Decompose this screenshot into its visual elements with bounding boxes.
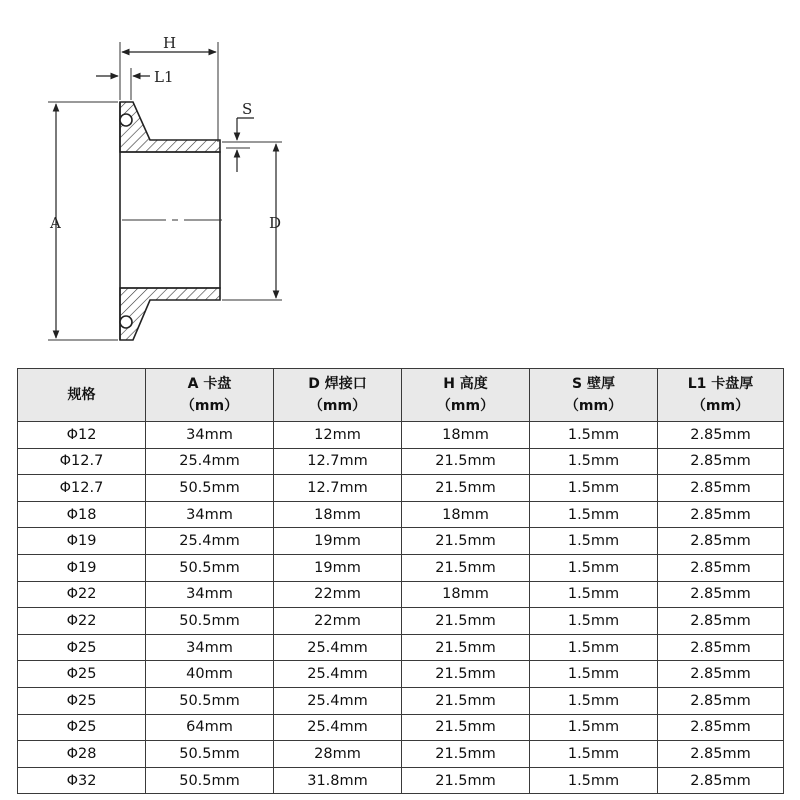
cell-s-wall: 1.5mm [530, 501, 658, 528]
cell-d-weld: 28mm [274, 741, 402, 768]
cell-d-weld: 25.4mm [274, 661, 402, 688]
cell-h-height: 21.5mm [402, 528, 530, 555]
header-spec [18, 369, 146, 422]
cell-l1-thickness: 2.85mm [658, 687, 784, 714]
cell-h-height: 21.5mm [402, 634, 530, 661]
table-row [18, 475, 784, 502]
label-a: A [50, 214, 61, 232]
cell-a-clamp: 34mm [146, 634, 274, 661]
cell-h-height: 18mm [402, 422, 530, 449]
cell-d-weld: 22mm [274, 608, 402, 635]
cell-l1-thickness: 2.85mm [658, 741, 784, 768]
table-row [18, 501, 784, 528]
cell-l1-thickness: 2.85mm [658, 581, 784, 608]
cell-l1-thickness: 2.85mm [658, 501, 784, 528]
cell-d-weld: 12.7mm [274, 475, 402, 502]
cell-s-wall: 1.5mm [530, 581, 658, 608]
header-line2: （mm） [691, 398, 750, 414]
cell-s-wall: 1.5mm [530, 661, 658, 688]
header-h [402, 369, 530, 422]
cell-spec: Φ19 [18, 528, 146, 555]
cell-spec: Φ25 [18, 714, 146, 741]
cell-s-wall: 1.5mm [530, 528, 658, 555]
table-row [18, 714, 784, 741]
header-a [146, 369, 274, 422]
ferrule-body [120, 102, 220, 340]
table-row [18, 687, 784, 714]
cell-spec: Φ25 [18, 687, 146, 714]
cell-d-weld: 19mm [274, 554, 402, 581]
cell-a-clamp: 34mm [146, 501, 274, 528]
table-row [18, 634, 784, 661]
cell-d-weld: 19mm [274, 528, 402, 555]
cell-spec: Φ22 [18, 608, 146, 635]
table-row [18, 608, 784, 635]
cell-l1-thickness: 2.85mm [658, 554, 784, 581]
cell-h-height: 21.5mm [402, 661, 530, 688]
cell-a-clamp: 64mm [146, 714, 274, 741]
label-s: S [242, 100, 253, 118]
cell-s-wall: 1.5mm [530, 767, 658, 794]
header-line2: （mm） [180, 398, 239, 414]
cell-h-height: 21.5mm [402, 448, 530, 475]
cell-l1-thickness: 2.85mm [658, 448, 784, 475]
cell-l1-thickness: 2.85mm [658, 767, 784, 794]
cell-a-clamp: 50.5mm [146, 554, 274, 581]
cell-d-weld: 31.8mm [274, 767, 402, 794]
cell-d-weld: 12.7mm [274, 448, 402, 475]
cell-h-height: 18mm [402, 501, 530, 528]
table-row [18, 448, 784, 475]
cell-a-clamp: 50.5mm [146, 475, 274, 502]
cell-spec: Φ18 [18, 501, 146, 528]
cell-s-wall: 1.5mm [530, 475, 658, 502]
cell-a-clamp: 25.4mm [146, 448, 274, 475]
table-row [18, 661, 784, 688]
cell-spec: Φ32 [18, 767, 146, 794]
cell-d-weld: 18mm [274, 501, 402, 528]
cell-l1-thickness: 2.85mm [658, 528, 784, 555]
cell-a-clamp: 34mm [146, 581, 274, 608]
table-row [18, 554, 784, 581]
header-row [18, 369, 784, 422]
cell-d-weld: 25.4mm [274, 687, 402, 714]
cell-spec: Φ25 [18, 661, 146, 688]
header-line1: H 高度 [443, 376, 488, 392]
cell-s-wall: 1.5mm [530, 422, 658, 449]
header-line2: （mm） [308, 398, 367, 414]
header-line1: 规格 [67, 387, 96, 403]
cell-a-clamp: 40mm [146, 661, 274, 688]
header-line1: D 焊接口 [308, 376, 367, 392]
cell-d-weld: 25.4mm [274, 634, 402, 661]
cell-spec: Φ22 [18, 581, 146, 608]
cell-h-height: 21.5mm [402, 714, 530, 741]
header-line2: （mm） [436, 398, 495, 414]
cell-a-clamp: 50.5mm [146, 741, 274, 768]
cell-d-weld: 22mm [274, 581, 402, 608]
cell-l1-thickness: 2.85mm [658, 608, 784, 635]
cell-spec: Φ28 [18, 741, 146, 768]
header-line1: S 壁厚 [572, 376, 615, 392]
cell-h-height: 18mm [402, 581, 530, 608]
cell-s-wall: 1.5mm [530, 554, 658, 581]
cell-a-clamp: 50.5mm [146, 608, 274, 635]
cell-h-height: 21.5mm [402, 554, 530, 581]
cell-h-height: 21.5mm [402, 767, 530, 794]
table-row [18, 528, 784, 555]
cell-l1-thickness: 2.85mm [658, 422, 784, 449]
cell-l1-thickness: 2.85mm [658, 475, 784, 502]
cell-h-height: 21.5mm [402, 741, 530, 768]
cell-spec: Φ25 [18, 634, 146, 661]
cell-d-weld: 25.4mm [274, 714, 402, 741]
cell-spec: Φ19 [18, 554, 146, 581]
spec-table [17, 368, 784, 794]
header-line1: L1 卡盘厚 [687, 376, 754, 392]
cell-a-clamp: 50.5mm [146, 687, 274, 714]
table-row [18, 741, 784, 768]
cell-a-clamp: 25.4mm [146, 528, 274, 555]
cell-l1-thickness: 2.85mm [658, 634, 784, 661]
cell-s-wall: 1.5mm [530, 634, 658, 661]
cell-s-wall: 1.5mm [530, 608, 658, 635]
cell-s-wall: 1.5mm [530, 741, 658, 768]
table-row [18, 767, 784, 794]
cell-spec: Φ12.7 [18, 475, 146, 502]
cell-l1-thickness: 2.85mm [658, 661, 784, 688]
cell-spec: Φ12 [18, 422, 146, 449]
cell-d-weld: 12mm [274, 422, 402, 449]
header-d [274, 369, 402, 422]
table-row [18, 581, 784, 608]
cell-h-height: 21.5mm [402, 608, 530, 635]
ferrule-drawing [0, 0, 800, 360]
spec-table-container [17, 368, 783, 794]
header-l1 [658, 369, 784, 422]
label-l1: L1 [154, 68, 174, 86]
cell-a-clamp: 50.5mm [146, 767, 274, 794]
header-line2: （mm） [564, 398, 623, 414]
cell-s-wall: 1.5mm [530, 687, 658, 714]
label-h: H [163, 34, 177, 52]
cell-s-wall: 1.5mm [530, 448, 658, 475]
cell-s-wall: 1.5mm [530, 714, 658, 741]
cell-h-height: 21.5mm [402, 687, 530, 714]
cell-a-clamp: 34mm [146, 422, 274, 449]
cell-spec: Φ12.7 [18, 448, 146, 475]
cell-l1-thickness: 2.85mm [658, 714, 784, 741]
table-row [18, 422, 784, 449]
cell-h-height: 21.5mm [402, 475, 530, 502]
header-line1: A 卡盘 [187, 376, 232, 392]
header-s [530, 369, 658, 422]
label-d: D [269, 214, 282, 232]
table-body [18, 422, 784, 794]
